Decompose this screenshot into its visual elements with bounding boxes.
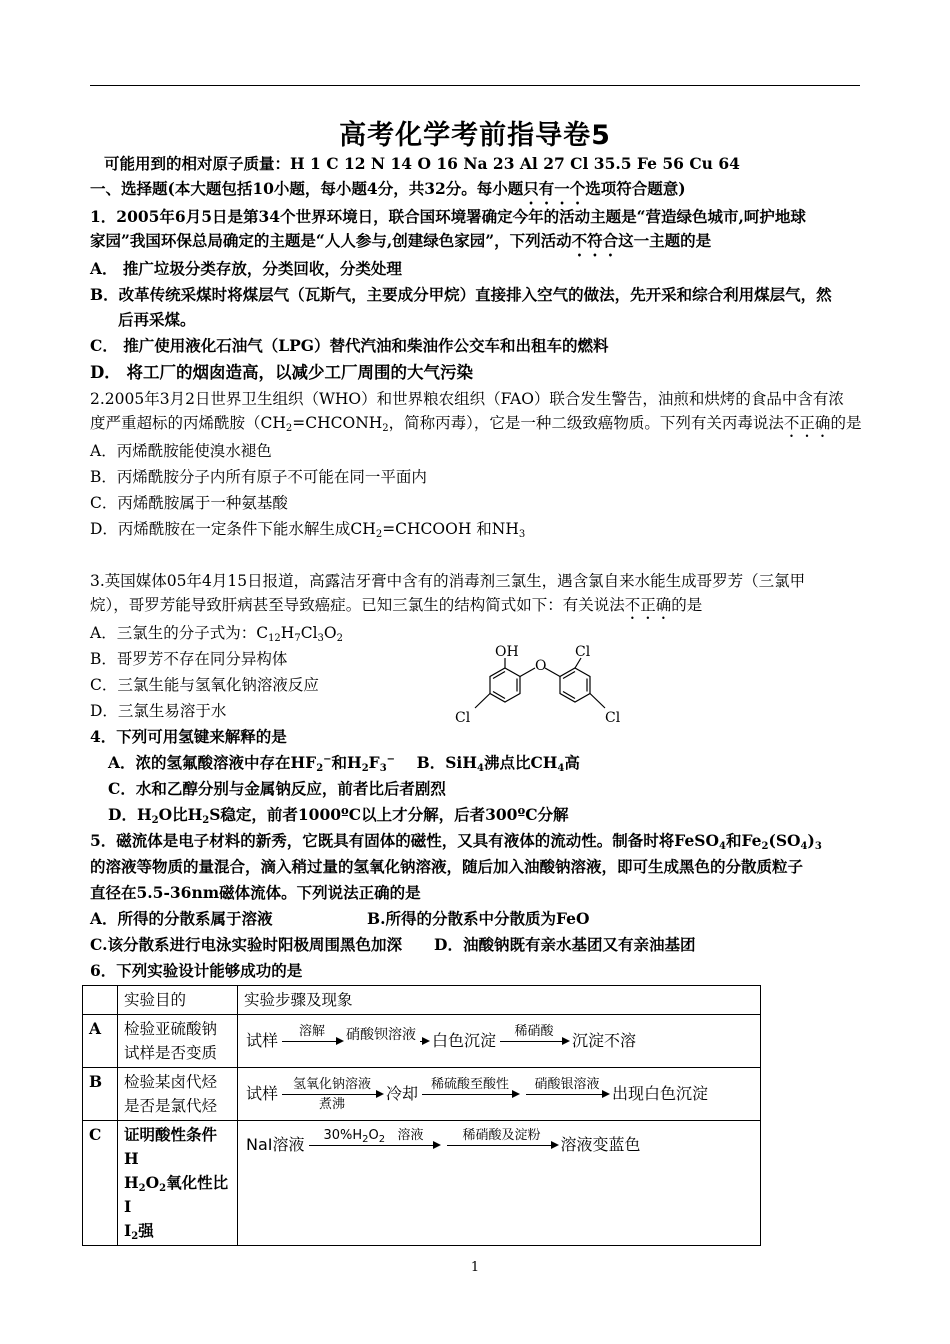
reaction-arrow <box>420 1024 428 1059</box>
q5-stem-line3: 直径在5.5-36nm磁体流体。下列说法正确的是 <box>90 883 421 902</box>
structure-cl-label-left: Cl <box>455 710 471 726</box>
q2-option-b: B．丙烯酰胺分子内所有原子不可能在同一平面内 <box>90 468 427 486</box>
triclosan-structure <box>445 640 645 740</box>
q1-option-b-line1: B．改革传统采煤时将煤层气（瓦斯气，主要成分甲烷）直接排入空气的做法，先开采和综合利用煤层气，然 <box>90 285 832 304</box>
reaction-arrow: $30\%H_2O_2$ 溶液 <box>309 1128 439 1163</box>
q1-option-a: A． 推广垃圾分类存放，分类回收，分类处理 <box>90 259 402 278</box>
q4-option-a-b: A．浓的氢氟酸溶液中存在$HF_2^-$和$H_2F_3^-$ B．SiH$_4$沸点比$CH_4$高 <box>108 753 580 774</box>
reaction-arrow: 稀硝酸 <box>500 1024 568 1059</box>
experiment-table <box>82 985 761 1246</box>
structure-oh-label: OH <box>495 644 519 660</box>
step-text: NaI溶液 <box>246 1135 305 1154</box>
row-steps <box>238 1068 761 1121</box>
header-steps: 实验步骤及现象 <box>238 986 761 1015</box>
structure-cl-label-right: Cl <box>605 710 621 726</box>
row-purpose: 检验亚硫酸钠试样是否变质 <box>118 1015 238 1068</box>
row-key: C <box>83 1121 118 1246</box>
reaction-arrow: 稀硝酸及淀粉 <box>447 1128 557 1163</box>
reaction-arrow: 溶解 <box>282 1024 342 1059</box>
q4-option-d: D．$H_2O$比$H_2S$稳定，前者1000ºC以上才分解，后者300ºC分解 <box>108 805 569 826</box>
row-steps <box>238 1015 761 1068</box>
step-text: 出现白色沉淀 <box>612 1084 709 1103</box>
q3-stem-line1: 3.英国媒体05年4月15日报道，高露洁牙膏中含有的消毒剂三氯生，遇含氯自来水能生成哥罗芳（三氯甲 <box>90 572 806 590</box>
q2-option-c: C．丙烯酰胺属于一种氨基酸 <box>90 494 288 512</box>
step-text: 冷却 <box>386 1084 419 1103</box>
row-key: B <box>83 1068 118 1121</box>
structure-o-label: O <box>535 658 547 674</box>
reaction-arrow: 稀硫酸至酸性 <box>422 1077 518 1112</box>
header-blank-cell <box>83 986 118 1015</box>
q1-stem-line2: 家园”我国环保总局确定的主题是“人人参与,创建绿色家园”，下列活动不符合这一主题的是 <box>90 231 712 250</box>
step-text: 沉淀不溶 <box>572 1031 637 1050</box>
table-header-row <box>83 986 761 1015</box>
step-text: 溶液变蓝色 <box>560 1135 641 1154</box>
q5-stem-line1: 5．磁流体是电子材料的新秀，它既具有固体的磁性，又具有液体的流动性。制备时将FeSO$_4$和$Fe_2(SO_4)_3$ <box>90 831 822 852</box>
q5-option-d: D．油酸钠既有亲水基团又有亲油基团 <box>434 935 696 954</box>
q2-option-d: D．丙烯酰胺在一定条件下能水解生成$CH_2=CHCOOH$ 和$NH_3$ <box>90 520 526 540</box>
structure-cl-label-top: Cl <box>575 644 591 660</box>
reaction-arrow: 氢氧化钠溶液 煮沸 <box>282 1077 382 1112</box>
q5-option-c: C.该分散系进行电泳实验时阳极周围黑色加深 <box>90 935 402 954</box>
q4-stem: 4．下列可用氢键来解释的是 <box>90 727 287 746</box>
q1-option-c: C． 推广使用液化石油气（LPG）替代汽油和柴油作公交车和出租车的燃料 <box>90 336 609 355</box>
table-row <box>83 1015 761 1068</box>
q3-option-b: B．哥罗芳不存在同分异构体 <box>90 650 288 668</box>
q1-option-d: D． 将工厂的烟囱造高，以减少工厂周围的大气污染 <box>90 363 474 382</box>
q2-stem-line2: 度严重超标的丙烯酰胺（$CH_2=CHCONH_2$，简称丙毒），它是一种二级致癌物质。下列有关丙毒说法不正确的是 <box>90 414 862 434</box>
step-text: 试样 <box>246 1084 279 1103</box>
row-purpose: 检验某卤代烃是否是氯代烃 <box>118 1068 238 1121</box>
q5-option-b: B.所得的分散系中分散质为FeO <box>367 909 590 928</box>
row-purpose: 证明酸性条件H $H_2O_2$氧化性比I $I_2$强 <box>118 1121 238 1246</box>
step-text: 白色沉淀 <box>432 1031 497 1050</box>
q4-option-c: C．水和乙醇分别与金属钠反应，前者比后者剧烈 <box>108 779 446 798</box>
q1-option-b-line2: 后再采煤。 <box>118 310 196 329</box>
q5-stem-line2: 的溶液等物质的量混合，滴入稍过量的氢氧化钠溶液，随后加入油酸钠溶液，即可生成黑色的分散质粒子 <box>90 857 804 876</box>
q3-option-c: C．三氯生能与氢氧化钠溶液反应 <box>90 676 319 694</box>
page-title: 高考化学考前指导卷5 <box>339 120 611 151</box>
step-text: 试样 <box>246 1031 279 1050</box>
q5-option-a: A．所得的分散系属于溶液 <box>90 909 273 928</box>
q2-option-a: A．丙烯酰胺能使溴水褪色 <box>90 442 272 460</box>
table-row <box>83 1068 761 1121</box>
section1-heading: 一、选择题(本大题包括10小题，每小题4分，共32分。每小题只有一个选项符合题意) <box>90 179 686 198</box>
q6-stem: 6．下列实验设计能够成功的是 <box>90 961 303 980</box>
q3-option-d: D．三氯生易溶于水 <box>90 702 227 720</box>
atomic-mass-line: 可能用到的相对原子质量：H 1 C 12 N 14 O 16 Na 23 Al 27 Cl 35.5 Fe 56 Cu 64 <box>104 154 740 173</box>
q3-option-a: A．三氯生的分子式为：$C_{12}H_7Cl_3O_2$ <box>90 624 343 644</box>
header-rule <box>90 85 860 86</box>
table-row <box>83 1121 761 1246</box>
row-steps <box>238 1121 761 1246</box>
q1-stem-line1: 1．2005年6月5日是第34个世界环境日，联合国环境署确定今年的活动主题是“营造绿色城市,呵护地球 <box>90 207 806 226</box>
q3-stem-line2: 烷），哥罗芳能导致肝病甚至导致癌症。已知三氯生的结构简式如下：有关说法不正确的是 <box>90 596 703 614</box>
reaction-arrow: 硝酸银溶液 <box>526 1077 608 1112</box>
header-purpose: 实验目的 <box>118 986 238 1015</box>
page-number: 1 <box>470 1260 480 1275</box>
row-key: A <box>83 1015 118 1068</box>
q2-stem-line1: 2.2005年3月2日世界卫生组织（WHO）和世界粮农组织（FAO）联合发生警告，油煎和烘烤的食品中含有浓 <box>90 390 844 408</box>
step-text: 硝酸钡溶液 <box>346 1027 417 1043</box>
